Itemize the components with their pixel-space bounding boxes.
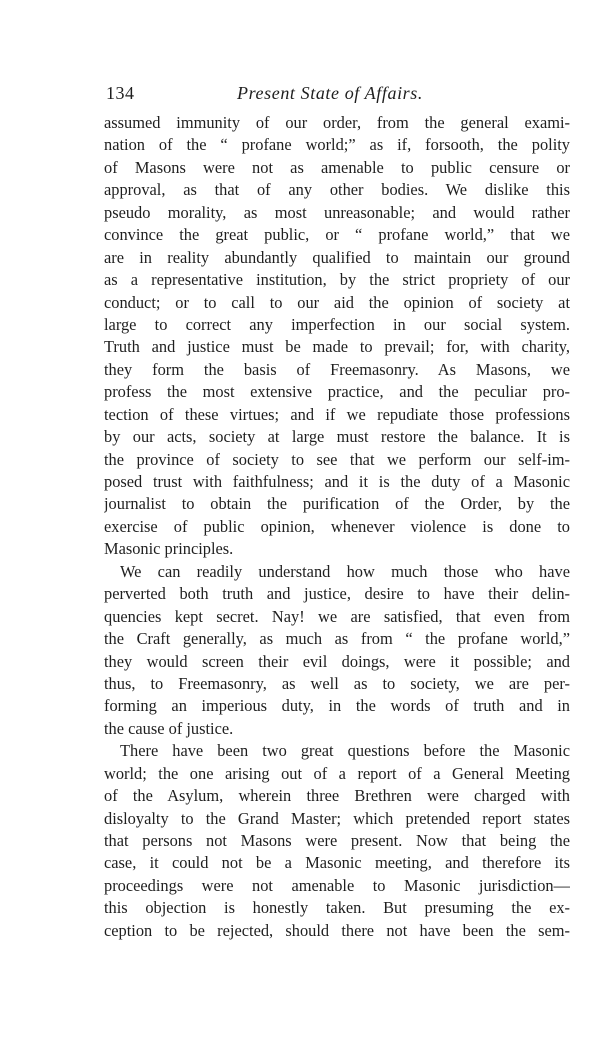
text-line: posed trust with faithfulness; and it is the duty of a Masonic bbox=[104, 472, 570, 491]
text-line: conduct; or to call to our aid the opinion of society at bbox=[104, 292, 570, 312]
running-title: Present State of Affairs. bbox=[237, 83, 423, 103]
text-line: Masonic principles. bbox=[104, 539, 234, 559]
text-line: world; the one arising out of a report of a General Meeting bbox=[104, 763, 570, 783]
text-line: profess the most extensive practice, and the peculiar pro- bbox=[104, 382, 570, 402]
text-line: quencies kept secret. Nay! we are satisfied, that even from bbox=[104, 606, 570, 626]
text-line: the Craft generally, as much as from “ the profane world,” bbox=[104, 629, 570, 649]
text-line: approval, as that of any other bodies. We dislike this bbox=[104, 180, 570, 200]
text-line: There have been two great questions before the Masonic bbox=[120, 741, 570, 761]
text-line: We can readily understand how much those who have bbox=[120, 561, 570, 581]
text-line: convince the great public, or “ profane world,” that we bbox=[104, 225, 570, 245]
page-header bbox=[106, 83, 574, 107]
text-line: thus, to Freemasonry, as well as to society, we are per- bbox=[104, 673, 570, 693]
text-line: that persons not Masons were present. Now that being the bbox=[104, 831, 570, 850]
text-line: forming an imperious duty, in the words of truth and in bbox=[104, 696, 570, 716]
text-line: Truth and justice must be made to prevail; for, with charity, bbox=[104, 337, 570, 357]
text-line: assumed immunity of our order, from the general exami- bbox=[104, 113, 570, 132]
text-line: they would screen their evil doings, were it possible; and bbox=[104, 651, 570, 671]
page-number: 134 bbox=[106, 83, 135, 103]
text-line: case, it could not be a Masonic meeting, and therefore its bbox=[104, 853, 570, 873]
text-line: of the Asylum, wherein three Brethren were charged with bbox=[104, 786, 570, 806]
text-line: this objection is honestly taken. But presuming the ex- bbox=[104, 898, 570, 918]
text-line: journalist to obtain the purification of the Order, by the bbox=[104, 494, 570, 514]
text-line: tection of these virtues; and if we repudiate those professions bbox=[104, 404, 570, 424]
text-line: proceedings were not amenable to Masonic jurisdiction— bbox=[104, 875, 570, 895]
text-line: nation of the “ profane world;” as if, forsooth, the polity bbox=[104, 135, 570, 155]
text-line: of Masons were not as amenable to public censure or bbox=[104, 157, 570, 177]
text-line: are in reality abundantly qualified to maintain our ground bbox=[104, 247, 570, 267]
text-line: exercise of public opinion, whenever violence is done to bbox=[104, 516, 570, 536]
text-line: as a representative institution, by the strict propriety of our bbox=[104, 270, 570, 290]
text-line: disloyalty to the Grand Master; which pretended report states bbox=[104, 808, 570, 828]
text-line: the province of society to see that we perform our self-im- bbox=[104, 449, 570, 469]
text-line: perverted both truth and justice, desire to have their delin- bbox=[104, 584, 570, 604]
text-line: the cause of justice. bbox=[104, 718, 234, 738]
text-line: by our acts, society at large must restore the balance. It is bbox=[104, 427, 570, 447]
text-line: large to correct any imperfection in our social system. bbox=[104, 314, 570, 334]
text-line: ception to be rejected, should there not have been the sem- bbox=[104, 920, 570, 940]
text-line: they form the basis of Freemasonry. As Masons, we bbox=[104, 359, 570, 379]
body-text bbox=[104, 112, 570, 942]
text-line: pseudo morality, as most unreasonable; and would rather bbox=[104, 202, 570, 222]
